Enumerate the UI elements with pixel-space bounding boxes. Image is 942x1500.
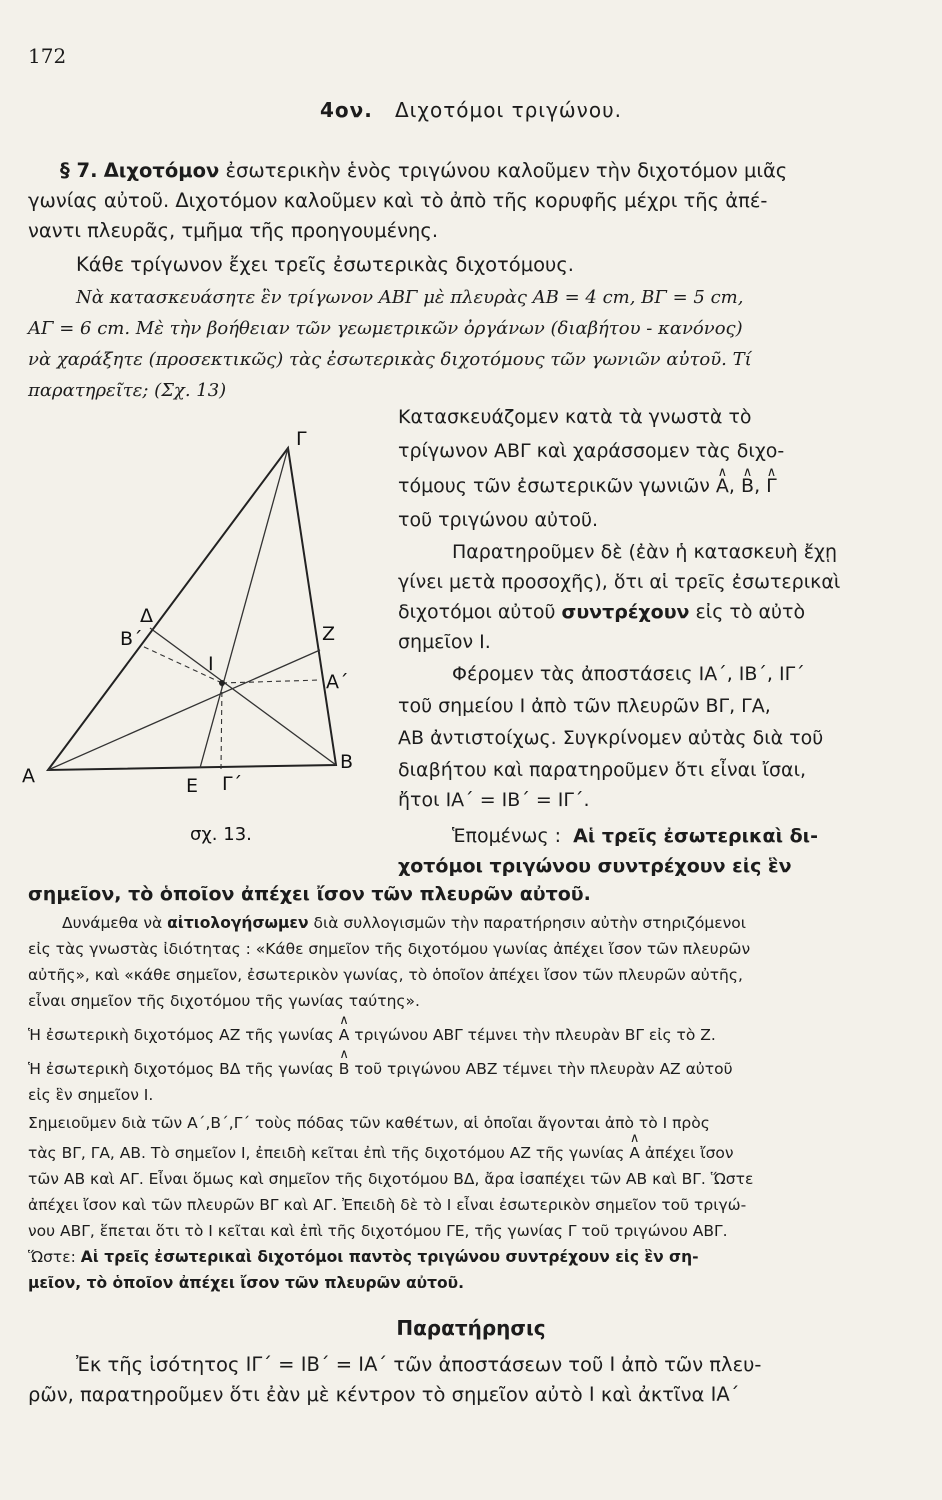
proof-text-6b: τοῦ τριγώνου ΑΒΖ τέμνει τὴν πλευρὰν ΑΖ αὐτοῦ — [354, 1060, 733, 1078]
section-number: 4ον. — [320, 98, 373, 122]
angle-g: ∧ Γ — [766, 472, 777, 501]
incenter-point — [219, 680, 225, 686]
exercise-line-3: νὰ χαράξητε (προσεκτικῶς) τὰς ἐσωτερικὰς διχοτόμους τῶν γωνιῶν αὐτοῦ. Τί — [28, 349, 752, 370]
definition-term: Διχοτόμον — [103, 159, 220, 182]
rc-p1-line-4: τοῦ τριγώνου αὐτοῦ. — [398, 509, 599, 531]
rc-p1-line-1: Κατασκευάζομεν κατὰ τὰ γνωστὰ τὸ — [398, 406, 752, 428]
triangle-abg — [48, 448, 336, 770]
perpendicular-ig — [221, 683, 222, 769]
bisector-bd — [150, 628, 336, 765]
proof-line-4: εἶναι σημεῖον τῆς διχοτόμου τῆς γωνίας ταύτης». — [28, 992, 420, 1010]
definition-text-1: ἐσωτερικὴν ἑνὸς τριγώνου καλοῦμεν τὴν διχοτόμον μιᾶς — [225, 159, 788, 182]
proof-line-10: τῶν ΑΒ καὶ ΑΓ. Εἶναι ὅμως καὶ σημεῖον τῆς διχοτόμου ΒΔ, ἄρα ἰσαπέχει τῶν ΑΒ καὶ ΒΓ. Ὥστε — [28, 1170, 754, 1188]
label-e: Ε — [186, 775, 199, 797]
proof-bold-1: αἰτιολογήσωμεν — [167, 914, 309, 932]
section-title — [0, 98, 942, 122]
proof-text-9a: τὰς ΒΓ, ΓΑ, ΑΒ. Τὸ σημεῖον Ι, ἐπειδὴ κεῖται ἐπὶ τῆς διχοτόμου ΑΖ τῆς γωνίας — [28, 1144, 625, 1162]
proof-text-6a: Ἡ ἐσωτερικὴ διχοτόμος ΒΔ τῆς γωνίας — [28, 1060, 334, 1078]
rc-p3-line-3: ΑΒ ἀντιστοίχως. Συγκρίνομεν αὐτὰς διὰ τοῦ — [398, 727, 824, 749]
proof-text-1b: διὰ συλλογισμῶν τὴν παρατήρησιν αὐτὴν στηριζόμενοι — [313, 914, 747, 932]
proof-line-2: εἰς τὰς γνωστὰς ἰδιότητας : «Κάθε σημεῖον τῆς διχοτόμου γωνίας ἀπέχει ἴσον τῶν πλευρῶν — [28, 940, 751, 958]
remark-heading: Παρατήρησις — [396, 1316, 546, 1340]
perpendicular-ia — [222, 680, 320, 683]
rc-p2-text-3: διχοτόμοι αὐτοῦ — [398, 601, 556, 623]
exercise-line-2: ΑΓ = 6 cm. Μὲ τὴν βοήθειαν τῶν γεωμετρικῶν ὀργάνων (διαβήτου - κανόνος) — [28, 318, 743, 339]
remark-line-2: ρῶν, παρατηροῦμεν ὅτι ἐὰν μὲ κέντρον τὸ σημεῖον αὐτὸ Ι καὶ ἀκτῖνα ΙΑ΄ — [28, 1383, 740, 1406]
definition-line-4: Κάθε τρίγωνον ἔχει τρεῖς ἐσωτερικὰς διχοτόμους. — [76, 253, 574, 276]
exercise-line-4: παρατηρεῖτε; (Σχ. 13) — [28, 380, 227, 401]
conclusion-line: σημεῖον, τὸ ὁποῖον ἀπέχει ἴσον τῶν πλευρῶν αὐτοῦ. — [28, 883, 591, 905]
rc-p2-line-1: Παρατηροῦμεν δὲ (ἐὰν ἡ κατασκευὴ ἔχῃ — [452, 541, 838, 563]
page-number: 172 — [28, 44, 67, 68]
figure-caption: σχ. 13. — [190, 824, 252, 845]
rc-p3-line-2: τοῦ σημείου Ι ἀπὸ τῶν πλευρῶν ΒΓ, ΓΑ, — [398, 695, 771, 717]
proof-line-1 — [62, 910, 912, 936]
rc-p2-line-3 — [398, 598, 908, 627]
proof-angle-b: ∧ Β — [339, 1056, 350, 1082]
label-bprime: Β΄ — [120, 628, 143, 650]
remark-line-1: Ἐκ τῆς ἰσότητος ΙΓ΄ = ΙΒ΄ = ΙΑ΄ τῶν ἀποστάσεων τοῦ Ι ἀπὸ τῶν πλευ- — [76, 1353, 762, 1376]
label-d: Δ — [140, 605, 153, 627]
rc-p1-line-2: τρίγωνον ΑΒΓ καὶ χαράσσομεν τὰς διχο- — [398, 440, 785, 462]
rc-p1-text-3: τόμους τῶν ἐσωτερικῶν γωνιῶν — [398, 475, 710, 497]
proof-line-5 — [28, 1022, 918, 1048]
rc-p2-line-4: σημεῖον Ι. — [398, 631, 491, 653]
rc-p1-line-3: τόμους τῶν ἐσωτερικῶν γωνιῶν ∧ Α, ∧ Β, ∧ Γ — [398, 472, 898, 501]
rc-p3-line-5: ἤτοι ΙΑ΄ = ΙΒ΄ = ΙΓ΄. — [398, 789, 590, 811]
proof-line-11: ἀπέχει ἴσον καὶ τῶν πλευρῶν ΒΓ καὶ ΑΓ. Ἐπειδὴ δὲ τὸ Ι εἶναι ἐσωτερικὸν σημεῖον τοῦ τριγώ- — [28, 1196, 747, 1214]
rc-p2-bold: συντρέχουν — [561, 601, 690, 623]
proof-line-6 — [28, 1056, 918, 1082]
proof-text-5b: τριγώνου ΑΒΓ τέμνει τὴν πλευρὰν ΒΓ εἰς τὸ Ζ. — [354, 1026, 716, 1044]
figure-13 — [0, 400, 400, 850]
label-aprime: Α΄ — [326, 671, 349, 693]
proof-line-7: εἰς ἓν σημεῖον Ι. — [28, 1086, 154, 1104]
angle-b: ∧ Β — [741, 472, 754, 501]
proof-text-9b: ἀπέχει ἴσον — [644, 1144, 734, 1162]
proof-line-8: Σημειοῦμεν διὰ τῶν Α΄,Β΄,Γ΄ τοὺς πόδας τῶν καθέτων, αἱ ὁποῖαι ἄγονται ἀπὸ τὸ Ι πρὸς — [28, 1114, 710, 1132]
rc-p4-line-1 — [452, 822, 912, 851]
proof-angle-a: ∧ Α — [339, 1022, 350, 1048]
proof-angle-a-2: ∧ Α — [629, 1140, 640, 1166]
angle-a: ∧ Α — [716, 472, 729, 501]
rc-p4-prefix: Ἑπομένως : — [452, 825, 562, 847]
proof-text-5a: Ἡ ἐσωτερικὴ διχοτόμος ΑΖ τῆς γωνίας — [28, 1026, 334, 1044]
proof-bold-13: Αἱ τρεῖς ἐσωτερικαὶ διχοτόμοι παντὸς τριγώνου συντρέχουν εἰς ἓν ση- — [80, 1248, 699, 1266]
proof-line-12: νου ΑΒΓ, ἕπεται ὅτι τὸ Ι κεῖται καὶ ἐπὶ τῆς διχοτόμου ΓΕ, τῆς γωνίας Γ τοῦ τριγώνου ΑΒΓ. — [28, 1222, 728, 1240]
exercise-line-1: Νὰ κατασκευάσητε ἓν τρίγωνον ΑΒΓ μὲ πλευρὰς ΑΒ = 4 cm, ΒΓ = 5 cm, — [76, 287, 744, 308]
proof-line-3: αὐτῆς», καὶ «κάθε σημεῖον, ἐσωτερικὸν γωνίας, τὸ ὁποῖον ἀπέχει ἴσον τῶν πλευρῶν αὐτῆς, — [28, 966, 743, 984]
proof-line-9 — [28, 1140, 918, 1166]
definition-line-3: ναντι πλευρᾶς, τμῆμα τῆς προηγουμένης. — [28, 219, 439, 242]
label-i: Ι — [208, 653, 214, 675]
rc-p2-text-4: εἰς τὸ αὐτὸ — [695, 601, 806, 623]
label-b: Β — [340, 751, 354, 773]
definition-marker: § 7. — [60, 159, 98, 182]
proof-line-13 — [28, 1244, 918, 1270]
label-gprime: Γ΄ — [222, 773, 243, 795]
rc-p4-line-2: χοτόμοι τριγώνου συντρέχουν εἰς ἓν — [398, 855, 792, 877]
proof-line-14: μεῖον, τὸ ὁποῖον ἀπέχει ἴσον τῶν πλευρῶν αὐτοῦ. — [28, 1274, 465, 1292]
rc-p2-line-2: γίνει μετὰ προσοχῆς), ὅτι αἱ τρεῖς ἐσωτερικαὶ — [398, 571, 841, 593]
rc-p4-bold: Αἱ τρεῖς ἐσωτερικαὶ δι- — [573, 825, 818, 847]
section-title-text: Διχοτόμοι τριγώνου. — [394, 98, 622, 122]
rc-p3-line-4: διαβήτου καὶ παρατηροῦμεν ὅτι εἶναι ἴσαι, — [398, 759, 807, 781]
definition-line-2: γωνίας αὐτοῦ. Διχοτόμον καλοῦμεν καὶ τὸ ἀπὸ τῆς κορυφῆς μέχρι τῆς ἀπέ- — [28, 189, 768, 212]
rc-p3-line-1: Φέρομεν τὰς ἀποστάσεις ΙΑ΄, ΙΒ΄, ΙΓ΄ — [452, 663, 805, 685]
label-z: Ζ — [322, 623, 336, 645]
label-g: Γ — [296, 428, 307, 450]
proof-text-13a: Ὥστε: — [28, 1248, 76, 1266]
proof-text-1a: Δυνάμεθα νὰ — [62, 914, 163, 932]
bisector-az — [48, 650, 320, 770]
definition-line-1 — [60, 156, 900, 185]
label-a: Α — [22, 765, 35, 787]
